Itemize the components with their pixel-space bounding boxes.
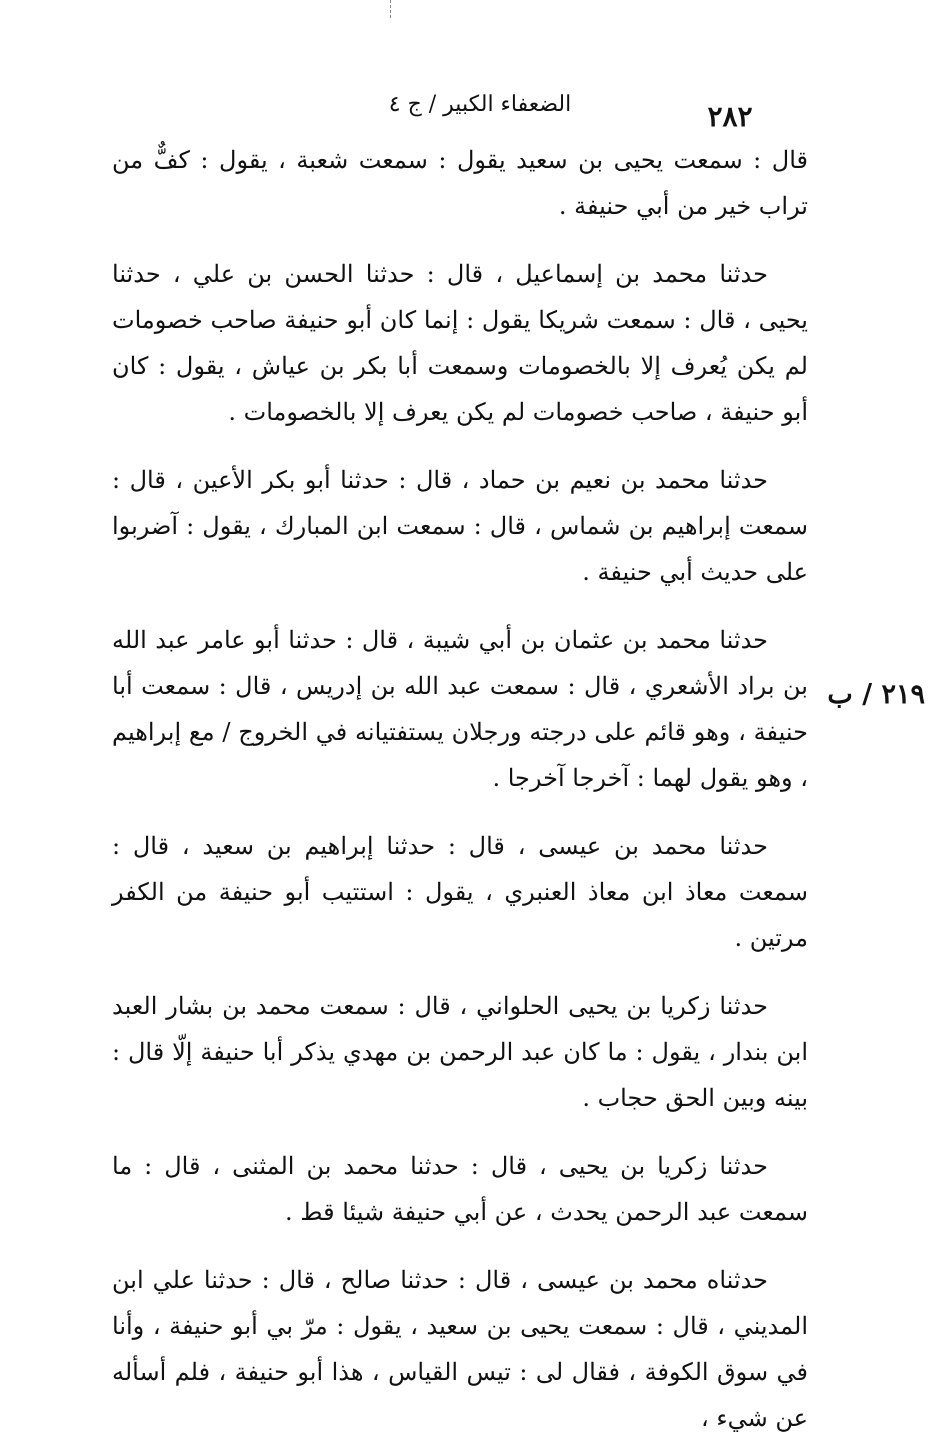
paragraph-1: قال : سمعت يحيى بن سعيد يقول : سمعت شعبة ، يقول : كفٌّ من تراب خير من أبي حنيفة .: [112, 146, 808, 220]
page-body: [112, 137, 808, 1441]
paragraph-3: حدثنا محمد بن نعيم بن حماد ، قال : حدثنا أبو بكر الأعين ، قال : سمعت إبراهيم بن شماس ، قال : سمعت ابن المبارك ، يقول : آضربوا على حديث أبي حنيفة .: [112, 466, 808, 586]
margin-folio-note: ٢١٩ / ب: [827, 679, 925, 710]
paragraph-8: حدثناه محمد بن عيسى ، قال : حدثنا صالح ، قال : حدثنا علي ابن المديني ، قال : سمعت يحيى بن سعيد ، يقول : مرّ بي أبو حنيفة ، وأنا في سوق الكوفة ، فقال لى : تيس القياس ، هذا أبو حنيفة ، فلم أسأله عن شيء ،: [112, 1266, 808, 1432]
paragraph-5: حدثنا محمد بن عيسى ، قال : حدثنا إبراهيم بن سعيد ، قال : سمعت معاذ ابن معاذ العنبري ، يقول : استتيب أبو حنيفة من الكفر مرتين .: [112, 832, 808, 952]
paragraph-4: حدثنا محمد بن عثمان بن أبي شيبة ، قال : حدثنا أبو عامر عبد الله بن براد الأشعري ، قال : سمعت عبد الله بن إدريس ، قال : سمعت أبا حنيفة ، وهو قائم على درجته ورجلان يستفتيانه في الخروج / مع إبراهيم ، وهو يقول لهما : آخرجا آخرجا .: [112, 626, 808, 792]
paragraph-7: حدثنا زكريا بن يحيى ، قال : حدثنا محمد بن المثنى ، قال : ما سمعت عبد الرحمن يحدث ، عن أبي حنيفة شيئا قط .: [112, 1152, 808, 1226]
page-number: ٢٨٢: [707, 100, 753, 133]
top-edge-mark: [390, 0, 393, 18]
running-header-title: الضعفاء الكبير / ج ٤: [388, 92, 572, 117]
paragraph-2: حدثنا محمد بن إسماعيل ، قال : حدثنا الحسن بن علي ، حدثنا يحيى ، قال : سمعت شريكا يقول : إنما كان أبو حنيفة صاحب خصومات لم يكن يُعرف إلا بالخصومات وسمعت أبا بكر بن عياش ، يقول : كان أبو حنيفة ، صاحب خصومات لم يكن يعرف إلا بالخصومات .: [112, 260, 808, 426]
paragraph-6: حدثنا زكريا بن يحيى الحلواني ، قال : سمعت محمد بن بشار العبد ابن بندار ، يقول : ما كان عبد الرحمن بن مهدي يذكر أبا حنيفة إلّا قال : بينه وبين الحق حجاب .: [112, 992, 808, 1112]
